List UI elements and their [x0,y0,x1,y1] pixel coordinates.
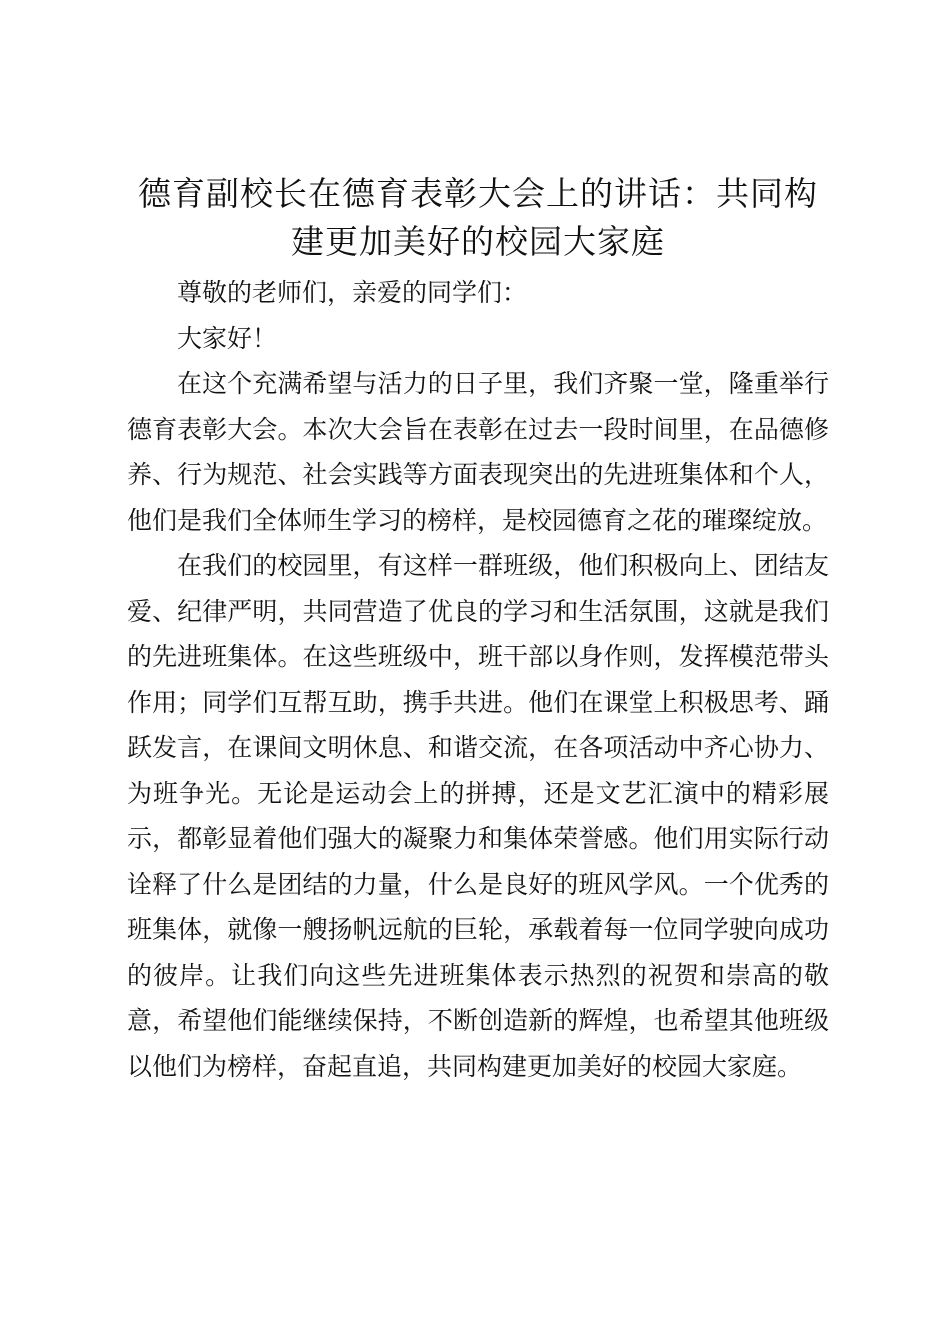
paragraph-advanced-classes: 在我们的校园里，有这样一群班级，他们积极向上、团结友爱、纪律严明，共同营造了优良的学习和生活氛围，这就是我们的先进班集体。在这些班级中，班干部以身作则，发挥模范带头作用；同学们互帮互助，携手共进。他们在课堂上积极思考、踊跃发言，在课间文明休息、和谐交流，在各项活动中齐心协力、为班争光。无论是运动会上的拼搏，还是文艺汇演中的精彩展示，都彰显着他们强大的凝聚力和集体荣誉感。他们用实际行动诠释了什么是团结的力量，什么是良好的班风学风。一个优秀的班集体，就像一艘扬帆远航的巨轮，承载着每一位同学驶向成功的彼岸。让我们向这些先进班集体表示热烈的祝贺和崇高的敬意，希望他们能继续保持，不断创造新的辉煌，也希望其他班级以他们为榜样，奋起直追，共同构建更加美好的校园大家庭。 [127,551,829,1081]
paragraph-salutation: 尊敬的老师们，亲爱的同学们： [177,278,528,307]
document-title: 德育副校长在德育表彰大会上的讲话：共同构建更加美好的校园大家庭 [138,174,818,261]
paragraph-intro: 在这个充满希望与活力的日子里，我们齐聚一堂，隆重举行德育表彰大会。本次大会旨在表彰在过去一段时间里，在品德修养、行为规范、社会实践等方面表现突出的先进班集体和个人，他们是我们全体师生学习的榜样，是校园德育之花的璀璨绽放。 [127,369,829,535]
paragraph-greeting: 大家好！ [177,323,278,353]
document-body [127,170,829,1089]
